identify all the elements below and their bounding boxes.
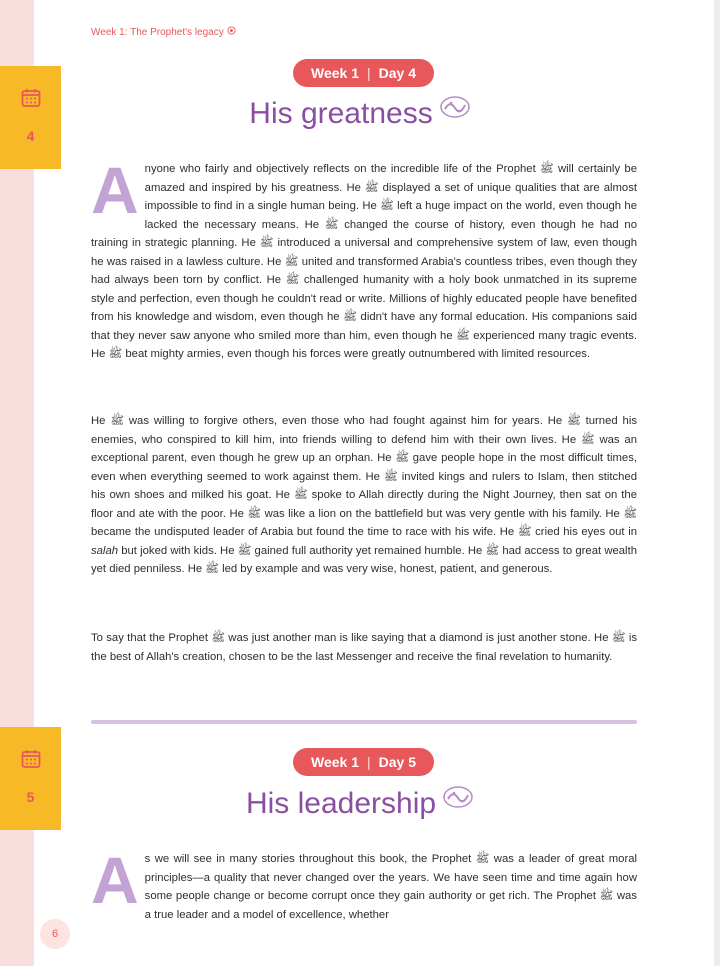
running-head-text: Week 1: The Prophet's legacy bbox=[91, 27, 224, 38]
paragraph-text: To say that the Prophet ﷺ was just another man is like saying that a diamond is just another stone. He ﷺ is the best of Allah's creation, chosen to be the last Messenger and receive the final revelation to humanity. bbox=[91, 632, 637, 663]
pill-week: Week 1 bbox=[311, 65, 359, 81]
paragraph-text: s we will see in many stories throughout this book, the Prophet ﷺ was a leader of great moral principles—a quality that never changed over the years. We have seen time and time again how some people change or become corrupt once they gain authority or get rich. The Prophet ﷺ was a true leader and a model of excellence, whether bbox=[144, 853, 637, 921]
page-number: 6 bbox=[40, 919, 70, 949]
calendar-icon bbox=[21, 749, 41, 774]
drop-cap: A bbox=[91, 153, 139, 227]
section-divider bbox=[91, 720, 637, 724]
paragraph-1 bbox=[91, 153, 638, 364]
calligraphy-salawat-icon bbox=[439, 94, 471, 126]
day-tab-number: 5 bbox=[26, 789, 35, 805]
week-day-pill bbox=[293, 59, 434, 87]
paragraph-4 bbox=[91, 843, 637, 924]
paragraph-3 bbox=[91, 629, 637, 666]
paragraph-2 bbox=[91, 412, 637, 579]
paragraph-text: He ﷺ was willing to forgive others, even those who had fought against him for years. He ﷺ turned his enemies, who conspired to kill him, into friends willing to defend him with their own lives. He ﷺ was an exceptional parent, even though he grew up an orphan. He ﷺ gave people hope in the most difficult times, even when everything seemed to work against them. He ﷺ invited kings and rulers to Islam, then stitched his own shoes and milked his goat. He ﷺ spoke to Allah directly during the Night Journey, then sat on the floor and ate with the poor. He ﷺ was like a lion on the battlefield but was very gentle with his family. He ﷺ became the undisputed leader of Arabia but found the time to race with his wife. He ﷺ cried his eyes out in bbox=[91, 415, 638, 538]
pill-week: Week 1 bbox=[311, 754, 359, 770]
paragraph-text: nyone who fairly and objectively reflects on the incredible life of the Prophet ﷺ will certainly be amazed and inspired by his greatness. He ﷺ displayed a set of unique qualities that are almost impossible to find in a single human being. He ﷺ left a huge impact on the world, even though he lacked the necessary means. He ﷺ changed the course of history, even though he had no training in strategic planning. He ﷺ introduced a universal and comprehensive system of law, even though he was raised in a lawless culture. He ﷺ united and transformed Arabia's countless tribes, even though they had always been torn by conflict. He ﷺ challenged humanity with a holy book unmatched in its supreme style and perfection, even though he couldn't read or write. Millions of highly educated people have benefited from his knowledge and wisdom, even though he ﷺ didn't have any formal education. His companions said that they never saw anyone who smiled more than him, even though he ﷺ experienced many tragic events. He ﷺ beat mighty armies, even though his forces were greatly outnumbered with limited resources. bbox=[91, 163, 638, 360]
pill-day: Day 4 bbox=[378, 65, 416, 81]
week-day-pill bbox=[293, 748, 434, 776]
day-tab-number: 4 bbox=[26, 128, 35, 144]
section-title bbox=[0, 784, 720, 821]
paragraph-text: but joked with kids. He ﷺ gained full authority yet remained humble. He ﷺ had access to great wealth yet died penniless. He ﷺ led by example and was very wise, honest, patient, and generous. bbox=[91, 544, 637, 575]
pill-separator: | bbox=[367, 65, 371, 81]
section-title bbox=[0, 94, 720, 131]
italic-term: salah bbox=[91, 544, 119, 557]
pill-day: Day 5 bbox=[378, 754, 416, 770]
pill-separator: | bbox=[367, 754, 371, 770]
section-title-text: His leadership bbox=[245, 787, 437, 820]
page-right-edge bbox=[714, 0, 720, 966]
running-head bbox=[91, 26, 236, 38]
calligraphy-salawat-icon bbox=[442, 784, 474, 816]
salawat-icon bbox=[227, 26, 236, 38]
section-title-text: His greatness bbox=[249, 97, 433, 130]
drop-cap: A bbox=[91, 843, 139, 917]
